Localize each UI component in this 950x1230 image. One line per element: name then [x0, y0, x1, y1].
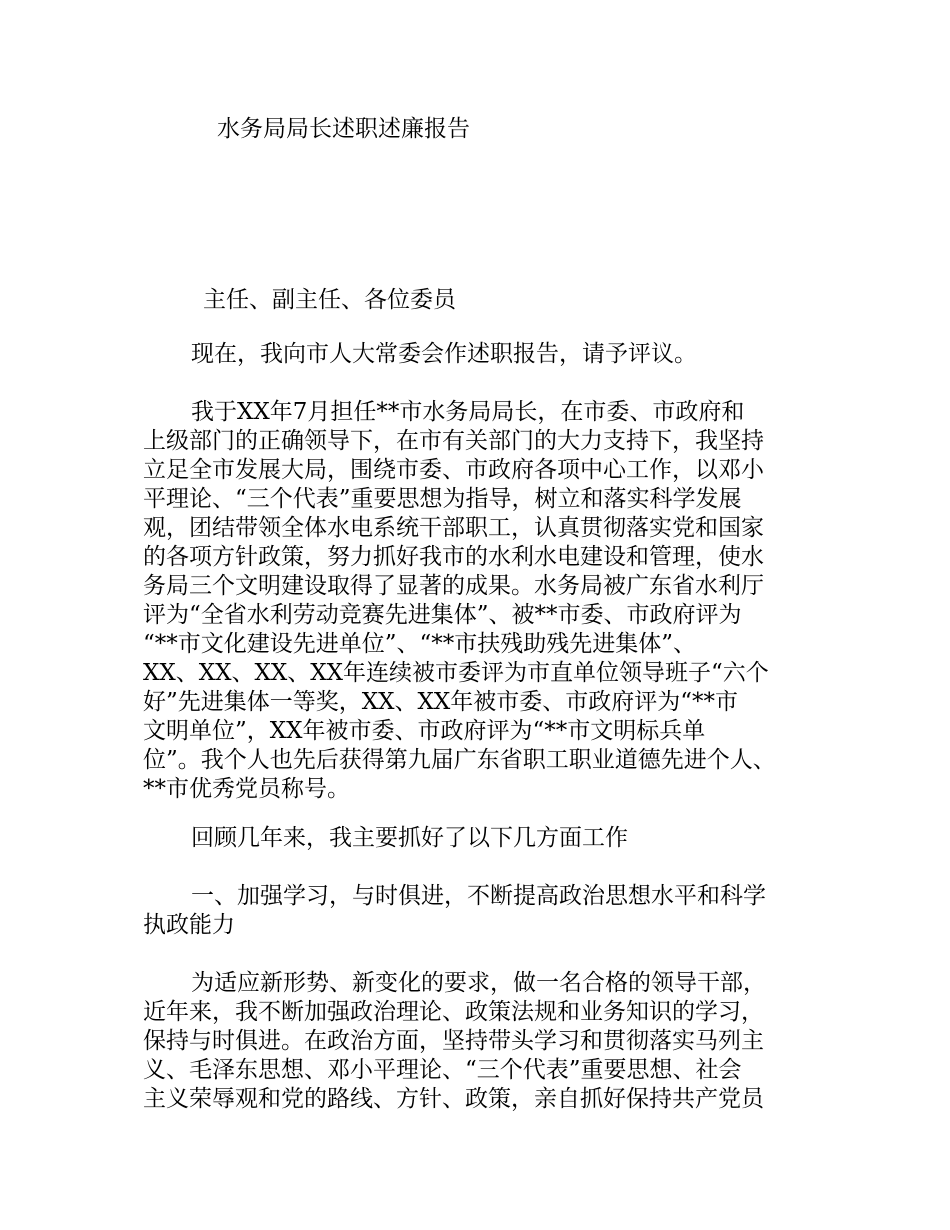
heading-line: 执政能力: [143, 912, 235, 938]
paragraph-line: 平理论、“三个代表”重要思想为指导，树立和落实科学发展: [143, 486, 742, 512]
paragraph-line: 务局三个文明建设取得了显著的成果。水务局被广东省水利厅: [143, 573, 764, 599]
paragraph-line: 立足全市发展大局，围绕市委、市政府各项中心工作，以邓小: [143, 457, 764, 483]
heading-line: 一、加强学习，与时俱进，不断提高政治思想水平和科学: [191, 883, 766, 909]
intro-paragraph: 现在，我向市人大常委会作述职报告，请予评议。: [191, 341, 697, 367]
document-title: 水务局局长述职述廉报告: [217, 116, 470, 142]
review-paragraph: 回顾几年来，我主要抓好了以下几方面工作: [191, 825, 628, 851]
paragraph-line: XX、XX、XX、XX年连续被市委评为市直单位领导班子“六个: [143, 660, 769, 686]
paragraph-line: 上级部门的正确领导下，在市有关部门的大力支持下，我坚持: [143, 428, 764, 454]
paragraph-line: 观，团结带领全体水电系统干部职工，认真贯彻落实党和国家: [143, 515, 764, 541]
paragraph-line: 义、毛泽东思想、邓小平理论、“三个代表”重要思想、社会: [143, 1057, 742, 1083]
paragraph-line: 位”。我个人也先后获得第九届广东省职工职业道德先进个人、: [143, 747, 776, 773]
paragraph-line: 的各项方针政策，努力抓好我市的水利水电建设和管理，使水: [143, 544, 764, 570]
paragraph-line: 好”先进集体一等奖，XX、XX年被市委、市政府评为“**市: [143, 689, 739, 715]
paragraph-line: **市优秀党员称号。: [143, 776, 350, 802]
paragraph-line: 评为“全省水利劳动竞赛先进集体”、被**市委、市政府评为: [143, 602, 742, 628]
paragraph-line: 我于XX年7月担任**市水务局局长，在市委、市政府和: [191, 399, 745, 425]
paragraph-line: 保持与时俱进。在政治方面，坚持带头学习和贯彻落实马列主: [143, 1028, 764, 1054]
paragraph-line: 为适应新形势、新变化的要求，做一名合格的领导干部，: [191, 970, 766, 996]
paragraph-line: 文明单位”，XX年被市委、市政府评为“**市文明标兵单: [143, 718, 706, 744]
paragraph-line: 近年来，我不断加强政治理论、政策法规和业务知识的学习，: [143, 999, 764, 1025]
paragraph-line: “**市文化建设先进单位”、“**市扶残助残先进集体”、: [143, 631, 697, 657]
paragraph-line: 主义荣辱观和党的路线、方针、政策，亲自抓好保持共产党员: [143, 1086, 764, 1112]
salutation: 主任、副主任、各位委员: [203, 287, 456, 313]
